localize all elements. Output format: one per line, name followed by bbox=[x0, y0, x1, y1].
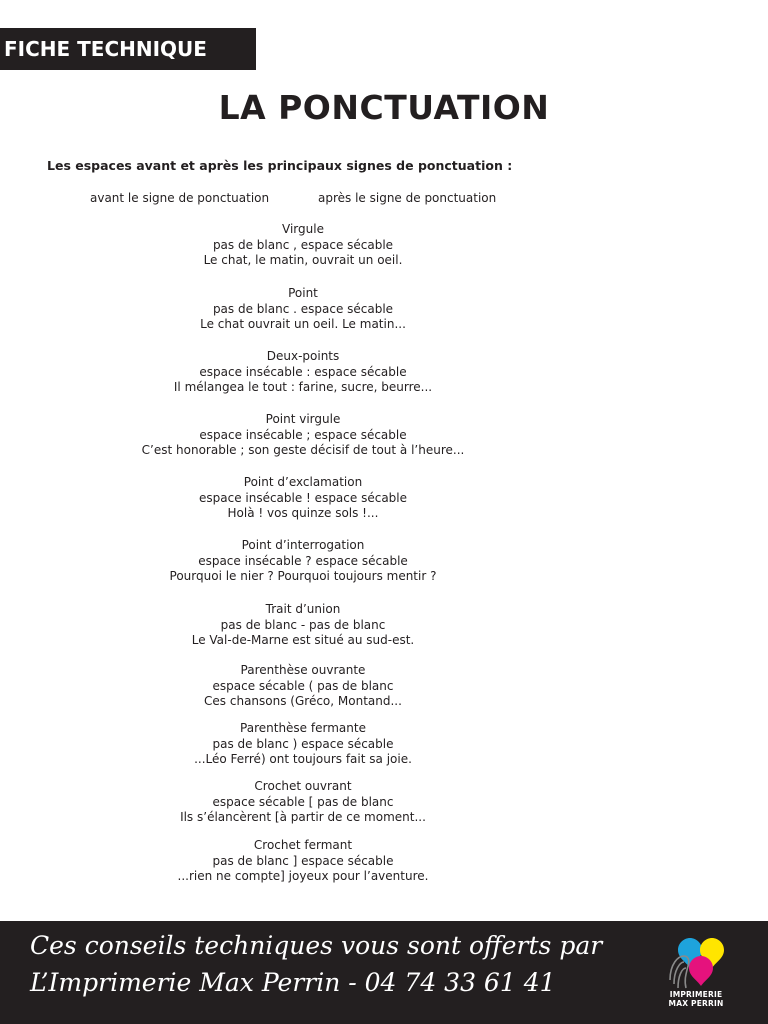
entry-name: Point bbox=[288, 286, 318, 300]
entry-example: Le chat ouvrait un oeil. Le matin... bbox=[200, 317, 406, 332]
page-title: LA PONCTUATION bbox=[218, 88, 550, 127]
entry-example: Holà ! vos quinze sols !... bbox=[227, 506, 379, 521]
footer-line-1: Ces conseils techniques vous sont offerts par bbox=[30, 931, 603, 960]
fiche-technique-tag: FICHE TECHNIQUE bbox=[0, 28, 256, 70]
logo-text-line-2: MAX PERRIN bbox=[668, 999, 724, 1008]
entry-rule: pas de blanc ] espace sécable bbox=[212, 853, 394, 868]
entry-point bbox=[50, 286, 556, 333]
logo-text-line-1: IMPRIMERIE bbox=[669, 990, 723, 999]
entry-rule: espace sécable ( pas de blanc bbox=[212, 678, 394, 693]
intro-text: Les espaces avant et après les principaux signes de ponctuation : bbox=[47, 158, 513, 173]
entry-name: Point d’interrogation bbox=[241, 538, 365, 552]
footer-line-2: L’Imprimerie Max Perrin - 04 74 33 61 41 bbox=[30, 968, 556, 997]
entry-name: Parenthèse ouvrante bbox=[240, 663, 366, 677]
entry-crochet-fermant bbox=[50, 838, 556, 885]
entry-rule: espace insécable ? espace sécable bbox=[198, 553, 408, 568]
entry-rule: espace sécable [ pas de blanc bbox=[212, 794, 394, 809]
column-heading-after: après le signe de ponctuation bbox=[318, 191, 497, 205]
entry-point-exclamation bbox=[50, 475, 556, 522]
entry-name: Point virgule bbox=[265, 412, 341, 426]
entry-name: Deux-points bbox=[266, 349, 340, 363]
entry-rule: pas de blanc - pas de blanc bbox=[220, 617, 386, 632]
entry-virgule bbox=[50, 222, 556, 269]
entry-rule: pas de blanc , espace sécable bbox=[212, 237, 394, 252]
entry-trait-union bbox=[50, 602, 556, 649]
entry-deux-points bbox=[50, 349, 556, 396]
entry-example: ...rien ne compte] joyeux pour l’aventure. bbox=[177, 869, 429, 884]
entry-rule: espace insécable ; espace sécable bbox=[199, 427, 407, 442]
entry-rule: espace insécable ! espace sécable bbox=[198, 490, 408, 505]
entry-example: C’est honorable ; son geste décisif de tout à l’heure... bbox=[141, 443, 465, 458]
entry-rule: pas de blanc ) espace sécable bbox=[212, 736, 394, 751]
entry-point-virgule bbox=[50, 412, 556, 459]
entry-parenthese-fermante bbox=[50, 721, 556, 768]
logo-magenta-drop bbox=[689, 956, 713, 986]
entry-name: Trait d’union bbox=[265, 602, 341, 616]
entry-name: Parenthèse fermante bbox=[240, 721, 366, 735]
entry-example: Le chat, le matin, ouvrait un oeil. bbox=[203, 253, 403, 268]
entry-example: Ils s’élancèrent [à partir de ce moment... bbox=[180, 810, 426, 825]
entry-crochet-ouvrant bbox=[50, 779, 556, 826]
entry-example: Ces chansons (Gréco, Montand... bbox=[204, 694, 402, 709]
entry-point-interrogation bbox=[50, 538, 556, 585]
entry-rule: espace insécable : espace sécable bbox=[199, 364, 407, 379]
entry-name: Virgule bbox=[282, 222, 324, 236]
entry-parenthese-ouvrante bbox=[50, 663, 556, 710]
column-heading-before: avant le signe de ponctuation bbox=[90, 191, 270, 205]
entry-name: Crochet ouvrant bbox=[254, 779, 352, 793]
entry-example: Pourquoi le nier ? Pourquoi toujours mentir ? bbox=[169, 569, 437, 584]
entry-name: Crochet fermant bbox=[253, 838, 353, 852]
entry-name: Point d’exclamation bbox=[243, 475, 363, 489]
entry-rule: pas de blanc . espace sécable bbox=[212, 301, 394, 316]
entry-example: Il mélangea le tout : farine, sucre, beurre... bbox=[173, 380, 433, 395]
entry-example: Le Val-de-Marne est situé au sud-est. bbox=[191, 633, 415, 648]
entry-example: ...Léo Ferré) ont toujours fait sa joie. bbox=[194, 752, 412, 767]
